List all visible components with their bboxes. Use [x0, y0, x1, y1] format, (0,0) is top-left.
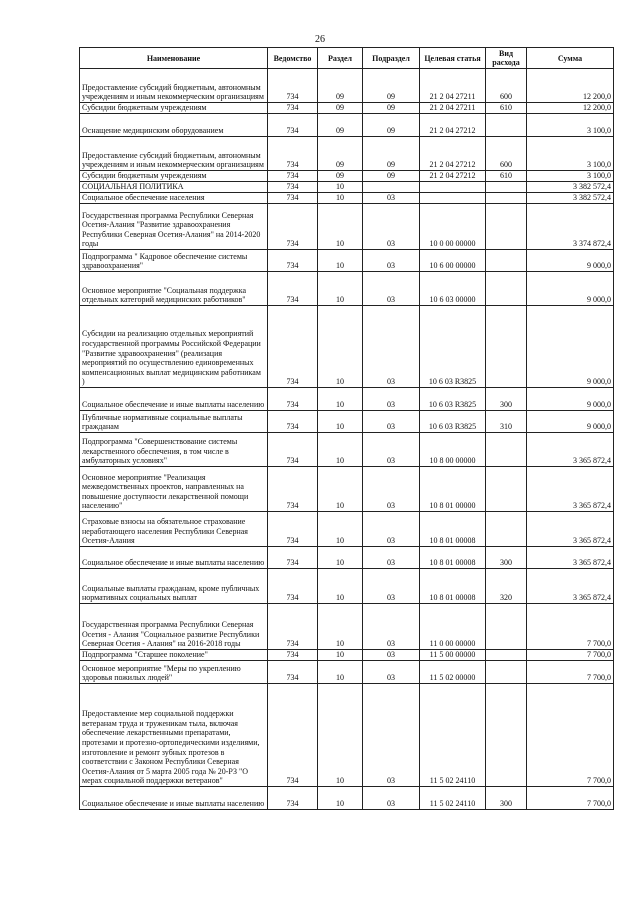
- cell-dept: 734: [268, 787, 318, 810]
- cell-section: 10: [318, 433, 363, 467]
- cell-section: 10: [318, 547, 363, 569]
- cell-dept: 734: [268, 661, 318, 684]
- table-row: [80, 433, 614, 467]
- cell-subsection: 03: [363, 684, 420, 787]
- cell-name: Социальное обеспечение и иные выплаты населению: [80, 787, 268, 810]
- cell-section: 09: [318, 103, 363, 114]
- cell-target: 21 2 04 27211: [420, 103, 486, 114]
- cell-target: 10 8 01 00008: [420, 547, 486, 569]
- cell-name: СОЦИАЛЬНАЯ ПОЛИТИКА: [80, 182, 268, 193]
- table-row: [80, 306, 614, 388]
- cell-sum: 7 700,0: [527, 650, 614, 661]
- table-row: [80, 204, 614, 250]
- cell-name: Государственная программа Республики Северная Осетия-Алания "Развитие здравоохранения Республики Северная Осетия-Алания" на 2014-2020 годы: [80, 204, 268, 250]
- cell-expense-type: 600: [486, 69, 527, 103]
- cell-target: 21 2 04 27211: [420, 69, 486, 103]
- cell-expense-type: [486, 650, 527, 661]
- cell-target: 10 6 03 00000: [420, 272, 486, 306]
- cell-name: Предоставление мер социальной поддержки ветеранам труда и труженикам тыла, включая обеспечение лекарственными препаратами, протезами и протезно-ортопедическими изделиями, изготовление и ремонт зубных протезов в соответствии с Законом Республики Северная Осетия-Алания от 5 марта 2005 года № 20-РЗ "О мерах социальной поддержки ветеранов": [80, 684, 268, 787]
- cell-target: 21 2 04 27212: [420, 171, 486, 182]
- cell-subsection: 03: [363, 250, 420, 272]
- cell-sum: 3 382 572,4: [527, 193, 614, 204]
- cell-subsection: 03: [363, 272, 420, 306]
- cell-target: 10 8 01 00008: [420, 512, 486, 547]
- table-row: [80, 103, 614, 114]
- cell-sum: 9 000,0: [527, 250, 614, 272]
- cell-subsection: 03: [363, 433, 420, 467]
- cell-section: 10: [318, 569, 363, 604]
- cell-sum: 3 365 872,4: [527, 433, 614, 467]
- cell-name: Социальное обеспечение населения: [80, 193, 268, 204]
- cell-subsection: 03: [363, 604, 420, 650]
- table-row: [80, 569, 614, 604]
- cell-dept: 734: [268, 433, 318, 467]
- cell-section: 10: [318, 684, 363, 787]
- cell-dept: 734: [268, 204, 318, 250]
- cell-sum: 3 100,0: [527, 137, 614, 171]
- table-row: [80, 388, 614, 411]
- cell-section: 10: [318, 182, 363, 193]
- header-subsection: Подраздел: [363, 48, 420, 69]
- table-body: [80, 69, 614, 810]
- cell-sum: 9 000,0: [527, 411, 614, 433]
- cell-section: 10: [318, 650, 363, 661]
- cell-sum: 7 700,0: [527, 684, 614, 787]
- cell-subsection: 03: [363, 787, 420, 810]
- cell-dept: 734: [268, 388, 318, 411]
- cell-target: [420, 193, 486, 204]
- header-sum: Сумма: [527, 48, 614, 69]
- cell-expense-type: 300: [486, 547, 527, 569]
- header-name: Наименование: [80, 48, 268, 69]
- header-expense-type: Вид расхода: [486, 48, 527, 69]
- cell-dept: 734: [268, 684, 318, 787]
- cell-name: Подпрограмма " Кадровое обеспечение системы здравоохранения": [80, 250, 268, 272]
- cell-target: 11 5 02 00000: [420, 661, 486, 684]
- cell-section: 09: [318, 114, 363, 137]
- cell-sum: 3 100,0: [527, 171, 614, 182]
- cell-target: 10 6 03 R3825: [420, 388, 486, 411]
- cell-dept: 734: [268, 411, 318, 433]
- cell-dept: 734: [268, 467, 318, 512]
- table-row: [80, 171, 614, 182]
- cell-section: 10: [318, 411, 363, 433]
- header-section: Раздел: [318, 48, 363, 69]
- cell-dept: 734: [268, 547, 318, 569]
- cell-sum: 12 200,0: [527, 103, 614, 114]
- cell-name: Государственная программа Республики Северная Осетия - Алания "Социальное развитие Республики Северная Осетия - Алания" на 2016-2018 годы: [80, 604, 268, 650]
- cell-sum: 9 000,0: [527, 388, 614, 411]
- cell-section: 09: [318, 69, 363, 103]
- cell-expense-type: [486, 272, 527, 306]
- cell-section: 10: [318, 272, 363, 306]
- table-row: [80, 650, 614, 661]
- cell-name: Субсидии бюджетным учреждениям: [80, 171, 268, 182]
- cell-target: 11 0 00 00000: [420, 604, 486, 650]
- cell-section: 10: [318, 467, 363, 512]
- cell-expense-type: 320: [486, 569, 527, 604]
- table-row: [80, 182, 614, 193]
- table-row: [80, 114, 614, 137]
- table-row: [80, 69, 614, 103]
- table-row: [80, 411, 614, 433]
- cell-expense-type: [486, 433, 527, 467]
- cell-sum: 3 365 872,4: [527, 467, 614, 512]
- cell-name: Предоставление субсидий бюджетным, автономным учреждениям и иным некоммерческим организациям: [80, 137, 268, 171]
- cell-dept: 734: [268, 193, 318, 204]
- cell-target: 21 2 04 27212: [420, 137, 486, 171]
- cell-section: 10: [318, 306, 363, 388]
- cell-section: 10: [318, 512, 363, 547]
- cell-dept: 734: [268, 137, 318, 171]
- cell-subsection: 09: [363, 103, 420, 114]
- cell-subsection: 03: [363, 569, 420, 604]
- cell-dept: 734: [268, 114, 318, 137]
- cell-expense-type: [486, 193, 527, 204]
- table-row: [80, 512, 614, 547]
- cell-sum: 7 700,0: [527, 604, 614, 650]
- budget-table: [79, 47, 614, 810]
- cell-expense-type: 610: [486, 103, 527, 114]
- table-row: [80, 604, 614, 650]
- cell-expense-type: [486, 204, 527, 250]
- cell-target: 21 2 04 27212: [420, 114, 486, 137]
- cell-expense-type: [486, 684, 527, 787]
- cell-target: 10 6 03 R3825: [420, 306, 486, 388]
- cell-subsection: 03: [363, 306, 420, 388]
- cell-expense-type: [486, 661, 527, 684]
- cell-target: 10 8 01 00000: [420, 467, 486, 512]
- cell-subsection: 03: [363, 193, 420, 204]
- cell-expense-type: [486, 512, 527, 547]
- cell-section: 10: [318, 193, 363, 204]
- cell-dept: 734: [268, 569, 318, 604]
- cell-section: 10: [318, 250, 363, 272]
- cell-name: Подпрограмма "Совершенствование системы лекарственного обеспечения, в том числе в амбулаторных условиях": [80, 433, 268, 467]
- cell-dept: 734: [268, 604, 318, 650]
- cell-dept: 734: [268, 512, 318, 547]
- cell-section: 10: [318, 388, 363, 411]
- table-row: [80, 467, 614, 512]
- cell-subsection: 03: [363, 650, 420, 661]
- cell-target: 11 5 02 24110: [420, 787, 486, 810]
- cell-dept: 734: [268, 250, 318, 272]
- cell-subsection: 03: [363, 512, 420, 547]
- cell-name: Предоставление субсидий бюджетным, автономным учреждениям и иным некоммерческим организациям: [80, 69, 268, 103]
- table-row: [80, 272, 614, 306]
- cell-name: Подпрограмма "Старшее поколение": [80, 650, 268, 661]
- cell-subsection: 03: [363, 388, 420, 411]
- cell-name: Основное мероприятие "Меры по укреплению здоровья пожилых людей": [80, 661, 268, 684]
- cell-expense-type: [486, 250, 527, 272]
- table-row: [80, 137, 614, 171]
- cell-subsection: 09: [363, 171, 420, 182]
- cell-target: [420, 182, 486, 193]
- cell-name: Страховые взносы на обязательное страхование неработающего населения Республики Северная Осетия-Алания: [80, 512, 268, 547]
- cell-target: 10 8 01 00008: [420, 569, 486, 604]
- cell-subsection: 03: [363, 547, 420, 569]
- cell-sum: 3 100,0: [527, 114, 614, 137]
- cell-sum: 3 365 872,4: [527, 547, 614, 569]
- cell-expense-type: 300: [486, 787, 527, 810]
- cell-subsection: 03: [363, 661, 420, 684]
- cell-dept: 734: [268, 182, 318, 193]
- cell-dept: 734: [268, 650, 318, 661]
- table-row: [80, 661, 614, 684]
- header-dept: Ведомство: [268, 48, 318, 69]
- cell-target: 11 5 00 00000: [420, 650, 486, 661]
- cell-expense-type: [486, 467, 527, 512]
- cell-sum: 3 382 572,4: [527, 182, 614, 193]
- table-row: [80, 250, 614, 272]
- cell-expense-type: [486, 604, 527, 650]
- table-row: [80, 193, 614, 204]
- cell-name: Оснащение медицинским оборудованием: [80, 114, 268, 137]
- table-row: [80, 684, 614, 787]
- cell-section: 10: [318, 787, 363, 810]
- cell-sum: 7 700,0: [527, 661, 614, 684]
- cell-name: Основное мероприятие "Социальная поддержка отдельных категорий медицинских работников": [80, 272, 268, 306]
- cell-sum: 3 365 872,4: [527, 569, 614, 604]
- cell-name: Субсидии на реализацию отдельных мероприятий государственной программы Российской Федерации "Развитие здравоохранения" (реализация мероприятий по осуществлению единовременных компенсационных выплат медицинским работникам ): [80, 306, 268, 388]
- cell-sum: 9 000,0: [527, 272, 614, 306]
- cell-subsection: 03: [363, 411, 420, 433]
- cell-name: Основное мероприятие "Реализация межведомственных проектов, направленных на повышение доступности лекарственной помощи населению": [80, 467, 268, 512]
- cell-expense-type: [486, 306, 527, 388]
- cell-dept: 734: [268, 103, 318, 114]
- page-number: 26: [315, 34, 325, 45]
- table-row: [80, 787, 614, 810]
- cell-expense-type: [486, 114, 527, 137]
- cell-section: 10: [318, 604, 363, 650]
- cell-subsection: [363, 182, 420, 193]
- cell-sum: 3 365 872,4: [527, 512, 614, 547]
- cell-section: 10: [318, 661, 363, 684]
- cell-dept: 734: [268, 272, 318, 306]
- cell-sum: 3 374 872,4: [527, 204, 614, 250]
- cell-name: Социальные выплаты гражданам, кроме публичных нормативных социальных выплат: [80, 569, 268, 604]
- table-row: [80, 547, 614, 569]
- cell-sum: 12 200,0: [527, 69, 614, 103]
- cell-sum: 7 700,0: [527, 787, 614, 810]
- cell-subsection: 09: [363, 69, 420, 103]
- cell-dept: 734: [268, 171, 318, 182]
- cell-name: Социальное обеспечение и иные выплаты населению: [80, 388, 268, 411]
- cell-section: 10: [318, 204, 363, 250]
- cell-target: 10 6 00 00000: [420, 250, 486, 272]
- cell-target: 10 8 00 00000: [420, 433, 486, 467]
- cell-section: 09: [318, 171, 363, 182]
- cell-expense-type: 610: [486, 171, 527, 182]
- cell-subsection: 03: [363, 467, 420, 512]
- cell-target: 11 5 02 24110: [420, 684, 486, 787]
- cell-expense-type: 310: [486, 411, 527, 433]
- cell-target: 10 6 03 R3825: [420, 411, 486, 433]
- cell-expense-type: [486, 182, 527, 193]
- cell-name: Социальное обеспечение и иные выплаты населению: [80, 547, 268, 569]
- cell-subsection: 03: [363, 204, 420, 250]
- cell-dept: 734: [268, 69, 318, 103]
- cell-dept: 734: [268, 306, 318, 388]
- cell-target: 10 0 00 00000: [420, 204, 486, 250]
- cell-section: 09: [318, 137, 363, 171]
- cell-name: Субсидии бюджетным учреждениям: [80, 103, 268, 114]
- header-row: [80, 48, 614, 69]
- header-target: Целевая статья: [420, 48, 486, 69]
- cell-expense-type: 600: [486, 137, 527, 171]
- cell-sum: 9 000,0: [527, 306, 614, 388]
- cell-expense-type: 300: [486, 388, 527, 411]
- cell-name: Публичные нормативные социальные выплаты гражданам: [80, 411, 268, 433]
- cell-subsection: 09: [363, 137, 420, 171]
- cell-subsection: 09: [363, 114, 420, 137]
